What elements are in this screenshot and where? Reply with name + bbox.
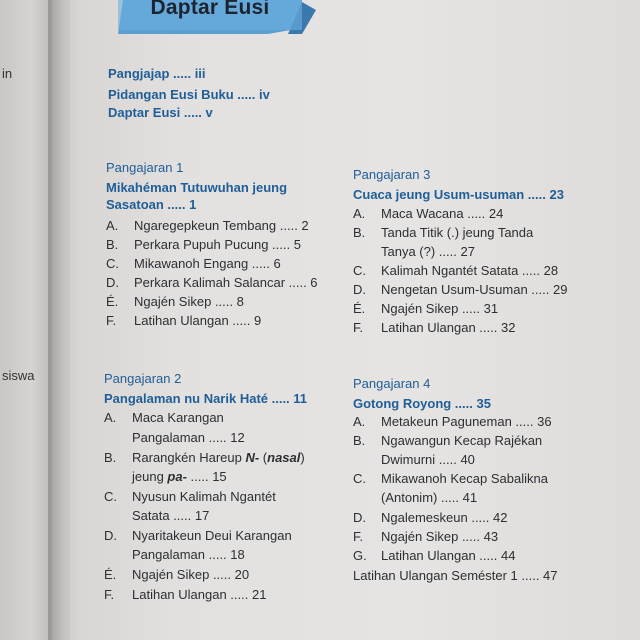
chapter-1-title[interactable]: Mikahéman Tutuwuhan jeung [106,180,288,195]
chapter-2-section: Pangajaran 2 Pangalaman nu Narik Haté ..... 11 A. Maca Karangan Pangalaman ..... 12 B. Rarangkén Hareup N- (nasal) jeung pa- ..... 15 C. Nyusun Kalimah Ngantét Satata ..... 17 D. Nyaritakeun Deui Karangan Pangalaman ..... 18 É. Ngajén Sikep ..... 20 F. Latihan Ulangan ..... 21 [104,371,308,602]
chapter-3-section: Pangajaran 3 Cuaca jeung Usum-usuman ..... 23 A. Maca Wacana ..... 24 B. Tanda Titik (.) jeung Tanda Tanya (?) ..... 27 C. Kalimah Ngantét Satata ..... 28 D. Nengetan Usum-Usuman ..... 29 É. Ngajén Sikep ..... 31 F. Latihan Ulangan ..... 32 [353,167,568,335]
chapter-3-label: Pangajaran 3 [353,167,431,182]
toc-entry-daptar-eusi[interactable]: Daptar Eusi ..... v [108,105,213,120]
left-page-fragment: in [2,66,13,81]
header-tab [118,0,316,36]
chapter-1-section: Pangajaran 1 Mikahéman Tutuwuhan jeung Sasatoan ..... 1 A. Ngaregepkeun Tembang ..... 2 B. Perkara Pupuh Pucung ..... 5 C. Mikawanoh Engang ..... 6 D. Perkara Kalimah Salancar ..... 6 É. Ngajén Sikep ..... 8 F. Latihan Ulangan ..... 9 [106,160,318,328]
chapter-4-label: Pangajaran 4 [353,376,431,391]
chapter-3-title[interactable]: Cuaca jeung Usum-usuman ..... 23 [353,187,564,202]
chapter-2-label: Pangajaran 2 [104,371,182,386]
page-title: Daptar Eusi [150,0,270,19]
chapter-4-section: Pangajaran 4 Gotong Royong ..... 35 A. Metakeun Paguneman ..... 36 B. Ngawangun Kecap Rajékan Dwimurni ..... 40 C. Mikawanoh Kecap Sabalikna (Antonim) ..... 41 D. Ngalemeskeun ..... 42 F. Ngajén Sikep ..... 43 G. Latihan Ulangan ..... 44 Latihan Ulangan Seméster 1 ..... 47 [353,376,558,583]
left-page-edge [0,0,52,640]
book-gutter-shadow [48,0,78,640]
toc-entry-pangjajap[interactable]: Pangjajap ..... iii [108,66,206,81]
chapter-2-title[interactable]: Pangalaman nu Narik Haté ..... 11 [104,391,308,406]
chapter-1-title-cont[interactable]: Sasatoan ..... 1 [106,197,197,212]
chapter-1-label: Pangajaran 1 [106,160,184,175]
chapter-4-title[interactable]: Gotong Royong ..... 35 [353,396,491,411]
left-page-fragment: siswa [2,368,35,383]
toc-entry-pidangan[interactable]: Pidangan Eusi Buku ..... iv [108,87,270,102]
toc-entry-semester-exam[interactable]: Latihan Ulangan Seméster 1 ..... 47 [353,568,558,583]
